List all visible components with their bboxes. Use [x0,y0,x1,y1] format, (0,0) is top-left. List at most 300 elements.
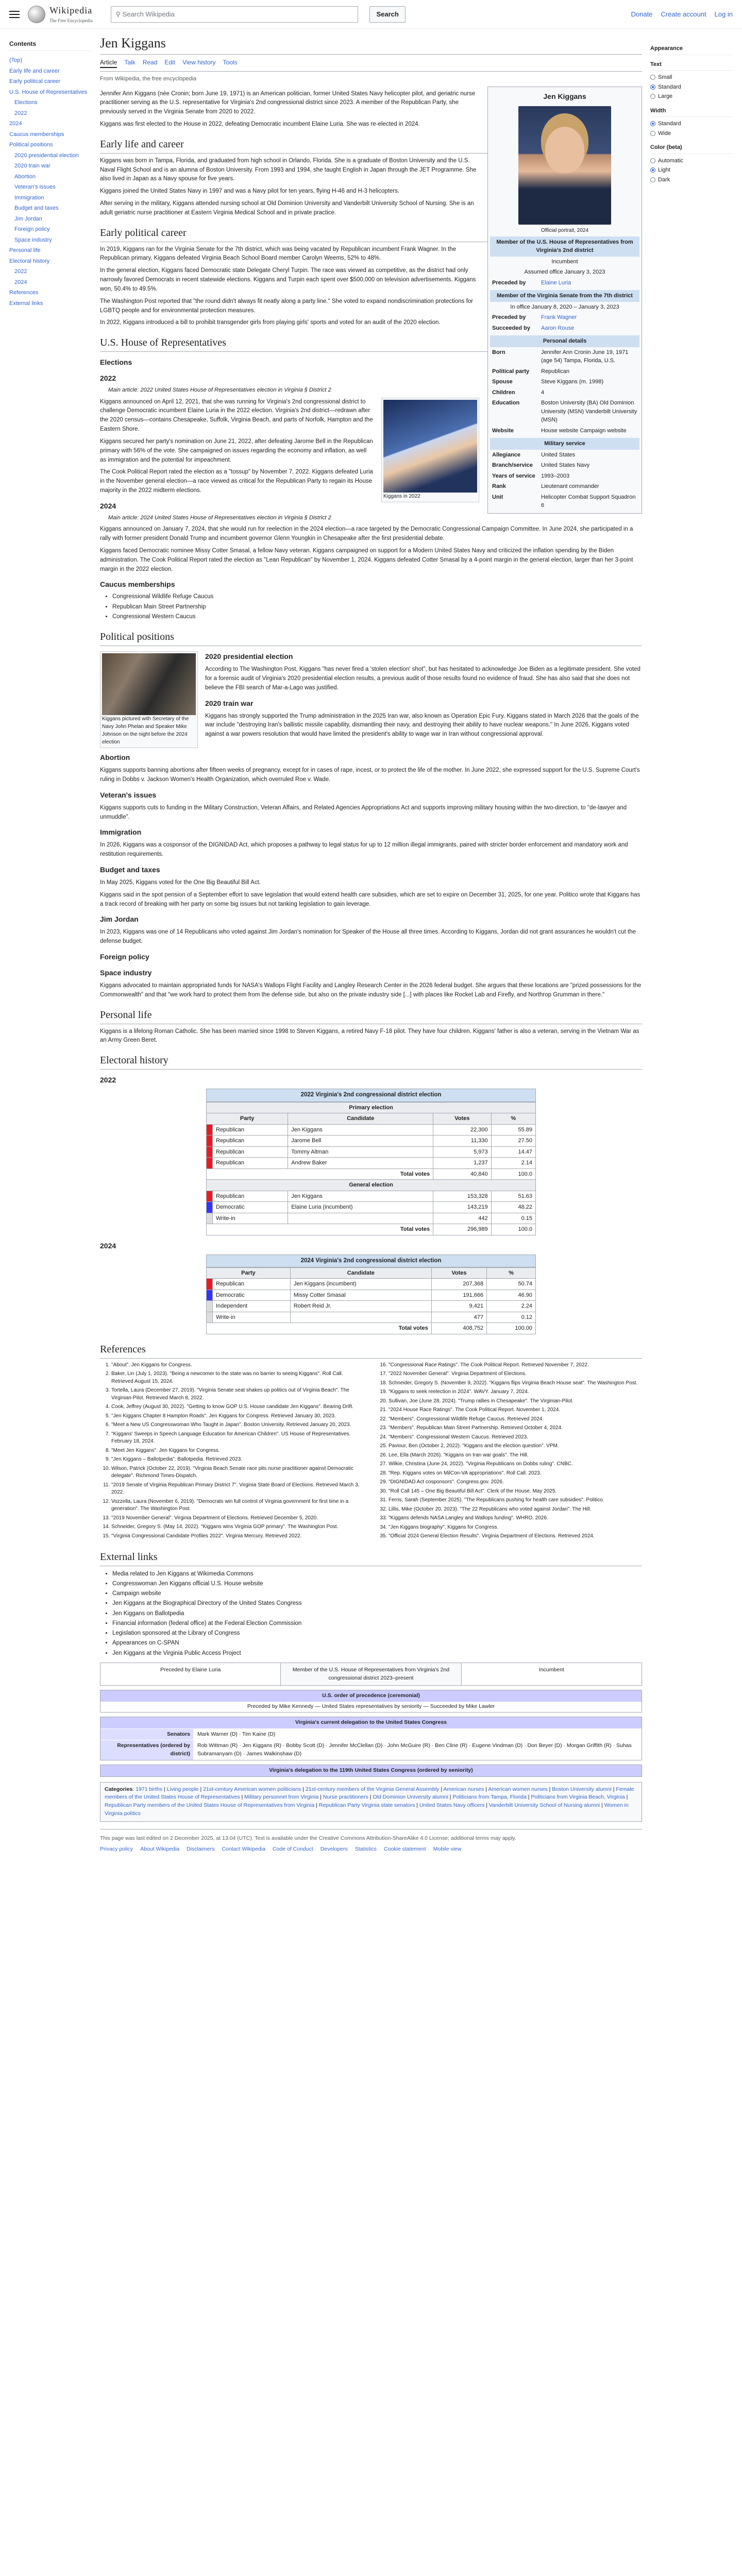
reference-item[interactable]: 21. "2024 House Race Ratings". The Cook Political Report. November 1, 2024. [389,1406,642,1414]
tab-tools[interactable]: Tools [223,59,238,66]
party-cell[interactable]: Write-in [213,1213,288,1224]
toc-item[interactable]: U.S. House of Representatives [9,89,88,95]
external-link[interactable]: • Jen Kiggans at the Biographical Directory of the United States Congress [112,1599,642,1608]
toc-item[interactable]: Early political career [9,78,61,84]
reference-item[interactable]: 32. Lillis, Mike (October 20, 2023). "The 22 Republicans who voted against Jordan". The Hill. [389,1506,642,1514]
heading-positions: Political positions [100,629,642,646]
external-link[interactable]: • Campaign website [112,1589,642,1599]
option-label: Small [658,74,672,80]
navbox-header[interactable]: Virginia's delegation to the 119th United States Congress (ordered by seniority) [100,1765,642,1776]
reference-item[interactable]: 33. "Kiggans defends NASA Langley and Wallops funding". WHRO. 2026. [389,1515,642,1522]
reference-item[interactable]: 29. "DIGNIDAD Act cosponsors". Congress.gov. 2026. [389,1479,642,1486]
succeeded-senate-link[interactable]: Aaron Rouse [541,325,575,331]
external-link[interactable]: • Media related to Jen Kiggans at Wikimedia Commons [112,1569,642,1579]
reference-item[interactable]: 22. "Members". Congressional Wildlife Refuge Caucus. Retrieved 2024. [389,1416,642,1423]
party-cell[interactable]: Republican [213,1191,288,1202]
paragraph: Kiggans has strongly supported the Trump administration in the 2025 Iran war, also known as Operation Epic Fury. Kiggans stated in March 2026 that the goals of the war include "destroying Iran's ballistic missile capability, dismantling their navy, and destroying their ability to have nuclear weapons." In June 2026, Kiggans voted against a war powers resolution that would have limited the president's ability to wage war in Iran without congressional approval. [205,713,639,738]
reference-item[interactable]: 35. "Official 2024 General Election Results". Virginia Department of Elections. Retrieved 2024. [389,1533,642,1540]
party-color-swatch [207,1202,213,1213]
toc-item[interactable]: 2024 [14,279,27,285]
site-name: Wikipedia [49,5,93,16]
infobox-value: House website Campaign website [541,427,627,434]
party-cell[interactable]: Independent [213,1301,291,1312]
category-link[interactable]: Republican Party Virginia state senators [318,1802,415,1808]
total-votes: 296,989 [433,1224,491,1235]
separator: | [368,1794,373,1801]
candidate-cell[interactable]: Tommy Altman [288,1146,433,1158]
toc-item[interactable]: Political positions [9,142,53,148]
total-row [207,1323,536,1334]
table-row [207,1136,536,1147]
category-link[interactable]: 1971 births [136,1786,163,1792]
reference-item[interactable]: 3. Tortella, Laura (December 27, 2019). "Virginia Senate seat shakes up politics out of Virginia Beach". The Virginian-Pilot. Retrieved March 8, 2022. [111,1387,365,1402]
infobox [487,87,642,514]
footer-link[interactable]: Cookie statement [383,1846,426,1853]
navbox-group: Representatives (ordered by district) [100,1740,193,1760]
preceded-label: Preceded by [492,279,526,286]
succession-box [100,1663,642,1686]
figure-caption: Kiggans pictured with Secretary of the Navy John Phelan and Speaker Mike Johnson on the night before the 2024 election [102,716,189,745]
toc-item[interactable]: (Top) [9,57,23,63]
radio-button[interactable] [650,84,655,90]
votes-cell: 5,973 [433,1146,491,1158]
site-tagline: The Free Encyclopedia [49,18,93,24]
navbox-list[interactable]: Rob Wittman (R) · Jen Kiggans (R) · Bobby Scott (D) · Jennifer McClellan (D) · John McGuire (R) · Ben Cline (R) · Eugene Vindman (D) · Don Beyer (D) · Morgan Griffith (R) · Suhas Subramanyam (D) · James Walkinshaw (D) [193,1740,642,1760]
official-portrait[interactable] [518,106,611,225]
option-label: Large [658,93,673,99]
footer-link[interactable]: Privacy policy [100,1846,133,1853]
category-link[interactable]: American women nurses [488,1786,548,1792]
paragraph: Kiggans said in the spot pension of a September effort to save legislation that would extend health care subsidies, which are set to expire on December 31, 2025, for one year. Politico wrote that Kiggans has a track record of breaking with her party on some big issues but not tanking legislation to gain leverage. [100,891,640,907]
total-votes: 408,752 [431,1323,486,1334]
separator: | [526,1794,531,1801]
page-tabs [100,56,642,72]
toc-item[interactable]: 2022 [14,268,27,275]
election-table-2024 [206,1255,536,1334]
external-link[interactable]: • Legislation sponsored at the Library of Congress [112,1629,642,1638]
appearance-option[interactable] [650,175,733,185]
navbox-list[interactable]: Mark Warner (D) · Tim Kaine (D) [193,1729,279,1740]
infobox-row [490,366,639,377]
candidate-cell[interactable]: Jen Kiggans [288,1191,433,1202]
category-link[interactable]: Boston University alumni [552,1786,612,1792]
infobox-row [490,481,639,492]
reference-item[interactable]: 4. Cook, Jeffrey (August 30, 2022). "Getting to know GOP U.S. House candidate Jen Kiggans". Bearing Drift. [111,1403,365,1411]
infobox-title: Jen Kiggans [543,92,586,100]
percent-cell: 46.90 [487,1290,536,1301]
candidate-cell[interactable]: Jarome Bell [288,1136,433,1147]
infobox-row [490,492,639,511]
menu-icon[interactable] [9,11,20,18]
table-row [207,1290,536,1301]
election-table-2022 [206,1089,536,1235]
category-link[interactable]: Republican Party members of the United States House of Representatives from Virginia [105,1802,315,1808]
reference-item[interactable]: 19. "Kiggans to seek reelection in 2024". WAVY. January 7, 2024. [389,1388,642,1396]
category-link[interactable]: Military personnel from Virginia [244,1794,319,1801]
caucus-item[interactable]: • Congressional Wildlife Refuge Caucus [112,592,642,602]
reference-item[interactable]: 30. "Roll Call 145 – One Big Beautiful Bill Act". Clerk of the House. May 2025. [389,1488,642,1496]
table-row [207,1301,536,1312]
percent-cell: 2.24 [487,1301,536,1312]
personal-details-header: Personal details [490,335,639,347]
appearance-option[interactable] [650,82,733,92]
category-link[interactable]: Nurse practitioners [323,1794,368,1801]
toc-item[interactable]: Caucus memberships [9,131,64,138]
reference-item[interactable]: 34. "Jen Kiggans biography". Kiggans for Congress. [389,1524,642,1532]
reference-item[interactable]: 12. Vozzella, Laura (November 6, 2019). "Democrats win full control of Virginia government for first time in a generation". The Washington Post. [111,1498,365,1513]
toc-item[interactable]: Immigration [14,194,44,201]
search-button[interactable]: Search [369,6,405,23]
candidate-cell[interactable]: Missy Cotter Smasal [290,1290,431,1301]
heading-foreign: Foreign policy [100,953,149,961]
reference-item[interactable]: 16. "Congressional Race Ratings". The Cook Political Report. Retrieved November 7, 2022. [389,1362,642,1369]
reference-item[interactable]: 1. "About". Jen Kiggans for Congress. [111,1362,365,1369]
footer [100,1829,642,1859]
toc-item[interactable]: Jim Jordan [14,215,42,222]
succession-next: Incumbent [538,1666,564,1673]
portrait-caption: Official portrait, 2024 [541,227,589,233]
infobox-key: Education [492,400,520,406]
toc-item[interactable]: 2024 [9,121,22,127]
footer-link[interactable]: Disclaimers [187,1846,215,1853]
infobox-key: Rank [492,483,506,489]
reference-item[interactable]: 18. Schneider, Gregory S. (November 9, 2022). "Kiggans flips Virginia Beach House seat". The Washington Post. [389,1380,642,1387]
navbox-row [100,1740,642,1760]
candidate-cell[interactable] [288,1213,433,1224]
kiggans-navy-photo[interactable] [102,653,196,715]
heading-2020-election: 2020 presidential election [205,652,293,661]
user-links [631,9,733,20]
separator: | [162,1786,167,1792]
category-link[interactable]: 21st-century members of the Virginia General Assembly [305,1786,440,1792]
votes-cell: 153,328 [433,1191,491,1202]
party-cell[interactable]: Republican [213,1158,288,1169]
reference-item[interactable]: 27. Wilkie, Christina (June 24, 2022). "Virginia Republicans on Dobbs ruling". CNBC. [389,1461,642,1468]
heading-references: References [100,1342,642,1359]
reference-item[interactable]: 25. Paviour, Ben (October 2, 2022). "Kiggans and the election question". VPM. [389,1443,642,1450]
table-caption[interactable]: 2024 Virginia's 2nd congressional district election [206,1255,536,1267]
paragraph: In 2026, Kiggans was a cosponsor of the DIGNIDAD Act, which proposes a pathway to legal status for up to 12 million illegal immigrants, paired with stricter border enforcement and mandatory work and restitution requirements. [100,842,628,858]
toc-item[interactable]: Early life and career [9,67,60,74]
reference-item[interactable]: 23. "Members". Republican Main Street Partnership. Retrieved October 4, 2024. [389,1425,642,1432]
footer-link[interactable]: Statistics [355,1846,377,1853]
candidate-cell[interactable]: Robert Reid Jr. [290,1301,431,1312]
party-color-swatch [207,1279,213,1290]
separator: | [314,1802,319,1808]
reference-item[interactable]: 9. "Jen Kiggans – Ballotpedia". Ballotpedia. Retrieved 2023. [111,1456,365,1464]
paragraph: In 2022, Kiggans introduced a bill to prohibit transgender girls from playing girls' sports and voted for an audit of the 2020 election. [100,319,441,326]
caucus-item[interactable]: • Republican Main Street Partnership [112,602,642,612]
footer-link[interactable]: Code of Conduct [272,1846,313,1853]
toc-item[interactable]: Veteran's issues [14,184,56,190]
external-link[interactable]: • Congresswoman Jen Kiggans official U.S. House website [112,1579,642,1589]
tab-read[interactable]: Read [142,59,158,66]
tab-edit[interactable]: Edit [164,59,176,66]
infobox-key: Spouse [492,379,513,385]
party-cell[interactable]: Republican [213,1124,288,1136]
paragraph: Kiggans announced on January 7, 2024, that she would run for reelection in the 2024 election—a race targeted by the Democratic Congressional Campaign Committee. In June 2024, she participated in a rally with former president Donald Trump and incumbent governor Glenn Youngkin in Chesapeake after the first presidential debate. [100,526,633,542]
toc-item[interactable]: Space industry [14,236,52,243]
tab-talk[interactable]: Talk [124,59,136,66]
reference-item[interactable]: 20. Sullivan, Joe (June 28, 2024). "Trump rallies in Chesapeake". The Virginian-Pilot. [389,1398,642,1405]
navbox-group: Senators [100,1729,193,1740]
tab-article[interactable]: Article [100,58,117,68]
column-header: Votes [431,1267,486,1279]
footer-link[interactable]: Mobile view [433,1846,462,1853]
radio-button[interactable] [650,121,655,126]
infobox-row [490,460,639,471]
appearance-title: Appearance [650,44,733,55]
infobox-office-senate[interactable]: Member of the Virginia Senate from the 7th district [490,290,639,302]
percent-cell: 55.89 [491,1124,535,1136]
precedence-box [100,1690,642,1713]
infobox-value: Republican [541,368,570,375]
appearance-option[interactable] [650,119,733,129]
party-color-swatch [207,1158,213,1169]
radio-button[interactable] [650,94,655,99]
infobox-key: Allegiance [492,451,521,458]
external-link[interactable]: • Appearances on C-SPAN [112,1638,642,1648]
reference-item[interactable]: 28. "Rep. Kiggans votes on MilCon-VA appropriations". Roll Call. 2023. [389,1470,642,1478]
heading-train-war: 2020 train war [205,699,254,707]
toc-item[interactable]: 2020 train war [14,163,50,169]
category-link[interactable]: Old Dominion University alumni [373,1794,448,1801]
table-row [207,1279,536,1290]
toc-item[interactable]: Personal life [9,247,41,253]
party-cell[interactable]: Republican [213,1146,288,1158]
party-color-swatch [207,1136,213,1147]
infobox-key: Branch/service [492,462,533,468]
separator: | [439,1786,444,1792]
wikipedia-logo[interactable] [28,4,92,25]
succeeded-label: Succeeded by [492,325,530,331]
percent-cell: 14.47 [491,1146,535,1158]
toc-item[interactable]: Abortion [14,173,36,180]
appearance-option[interactable] [650,165,733,175]
preceded-link[interactable]: Elaine Luria [541,279,571,286]
party-color-swatch [207,1290,213,1301]
paragraph: In the general election, Kiggans faced Democratic state Delegate Cheryl Turpin. The race was viewed as competitive, as the district had only narrowly favored Democrats in recent statewide elections. Kiggans and Turpin each spent over $500,000 on television advertisements. Kiggans won, 50.4% to 49.5%. [100,267,476,292]
candidate-cell[interactable] [290,1312,431,1323]
preceded-senate-link[interactable]: Frank Wagner [541,314,577,320]
paragraph: Kiggans is a lifelong Roman Catholic. She has been married since 1998 to Steven Kiggans, a retired Navy F-18 pilot. They have four children. Kiggans' father is also a veteran, serving in the Vietnam War as an Army Green Beret. [100,1028,639,1044]
heading-early-political: Early political career [100,225,642,242]
top-link[interactable]: Create account [661,10,706,18]
candidate-cell[interactable]: Jen Kiggans (incumbent) [290,1279,431,1290]
search-icon: ⚲ [115,10,123,18]
reference-item[interactable]: 13. "2019 November General". Virginia Department of Elections. Retrieved December 5, 2020. [111,1515,365,1522]
radio-button[interactable] [650,158,655,163]
reference-item[interactable]: 24. "Members". Congressional Western Caucus. Retrieved 2023. [389,1434,642,1442]
reference-item[interactable]: 5. "Jen Kiggans Chapter 8 Hampton Roads". Jen Kiggans for Congress. Retrieved January 30, 2023. [111,1413,365,1420]
section-header: Primary election [207,1102,536,1113]
caucus-item[interactable]: • Congressional Western Caucus [112,612,642,622]
figure-kiggans-navy [100,651,198,748]
option-label: Automatic [658,157,683,164]
categories-label[interactable]: Categories [105,1786,133,1792]
radio-button[interactable] [650,131,655,136]
reference-item[interactable]: 15. "Virginia Congressional Candidate Profiles 2022". Virginia Mercury. Retrieved 2022. [111,1533,365,1540]
search-input[interactable] [111,6,358,23]
table-row [207,1202,536,1213]
appearance-option[interactable] [650,156,733,166]
reference-item[interactable]: 11. "2019 Senate of Virginia Republican Primary District 7". Virginia State Board of Elections. Retrieved March 3, 2022. [111,1482,365,1497]
toc-item[interactable]: External links [9,300,43,307]
party-cell[interactable]: Democratic [213,1202,288,1213]
toc-item[interactable]: Electoral history [9,258,50,264]
category-link[interactable]: Female members of the United States House of Representatives [105,1786,634,1801]
party-cell[interactable]: Write-in [213,1312,291,1323]
external-link[interactable]: • Financial information (federal office) at the Federal Election Commission [112,1619,642,1629]
reference-item[interactable]: 17. "2022 November General". Virginia Department of Elections. [389,1370,642,1378]
toc-item[interactable]: 2020 presidential election [14,152,79,159]
percent-cell: 50.74 [487,1279,536,1290]
toc-item[interactable]: References [9,290,39,296]
infobox-value: Steve Kiggans (m. 1998) [541,379,604,385]
main-article-link[interactable]: Main article: 2024 United States House of Representatives election in Virginia § District 2 [108,514,331,521]
reference-item[interactable]: 10. Wilson, Patrick (October 22, 2019). "Virginia Beach Senate race pits nurse practitioner against Democratic delegate". Richmond Times-Dispatch. [111,1465,365,1480]
preceded-label: Preceded by [492,314,526,320]
toc-item[interactable]: Elections [14,99,38,106]
category-link[interactable]: American nurses [443,1786,484,1792]
party-header: Party [207,1267,291,1279]
party-cell[interactable]: Democratic [213,1290,291,1301]
footer-link[interactable]: Developers [320,1846,348,1853]
succession-office[interactable]: Member of the U.S. House of Representatives from Virginia's 2nd congressional district 2023–present [280,1663,461,1686]
table-row [207,1213,536,1224]
total-votes: 40,840 [433,1168,491,1180]
option-label: Dark [658,176,670,183]
footer-link[interactable]: Contact Wikipedia [222,1846,265,1853]
paragraph: In 2019, Kiggans ran for the Virginia Senate for the 7th district, which was being vacated by Republican incumbent Frank Wagner. In the Republican primary, Kiggans defeated Virginia Beach School Board member Carolyn Weems, 52% to 48%. [100,246,457,262]
reference-item[interactable]: 6. "Meet a New US Congresswoman Who Taught in Japan". Boston University. Retrieved January 20, 2023. [111,1421,365,1429]
radio-button[interactable] [650,167,655,173]
infobox-row [490,387,639,398]
appearance-option[interactable] [650,92,733,101]
appearance-option[interactable] [650,129,733,139]
paragraph: Kiggans supports banning abortions after fifteen weeks of pregnancy, except for in cases of rape, incest, or to protect the life of the mother. In June 2022, she expressed support for the U.S. Supreme Court's ruling in Dobbs v. Jackson Women's Health Organization, which overruled Roe v. Wade. [100,767,640,783]
reference-list [100,1362,642,1542]
category-link[interactable]: Women in Virginia politics [105,1802,629,1817]
reference-item[interactable]: 8. "Meet Jen Kiggans". Jen Kiggans for Congress. [111,1447,365,1455]
category-link[interactable]: Politicians from Virginia Beach, Virginia [531,1794,625,1801]
toc-item[interactable]: Budget and taxes [14,205,59,211]
heading-electoral: Electoral history [100,1053,642,1070]
category-link[interactable]: Living people [166,1786,199,1792]
reference-item[interactable]: 7. "Kiggans' Sweeps in Speech Language Education for American Children". US House of Representatives. February 18, 2024. [111,1431,365,1446]
navbox-header[interactable]: Virginia's current delegation to the United States Congress [100,1717,642,1728]
category-link[interactable]: 21st-century American women politicians [203,1786,301,1792]
column-header: % [487,1267,536,1279]
heading-jordan: Jim Jordan [100,915,139,924]
heading-2022: 2022 [100,374,116,383]
external-link[interactable]: • Jen Kiggans at the Virginia Public Access Project [112,1649,642,1658]
infobox-key: Children [492,389,515,396]
precedence-row[interactable]: Preceded by Mike Kennedy — United States representatives by seniority — Succeeded by Mike Lawler [247,1703,495,1709]
option-label: Standard [658,121,681,127]
infobox-key: Unit [492,494,503,500]
paragraph: Kiggans faced Democratic nominee Missy Cotter Smasal, a fellow Navy veteran. Kiggans campaigned on support for a Modern United States Navy and criticized the inflation spending by the Biden administration. The Cook Political Report rated the election as "Lean Republican" by November 1, 2024. Kiggans defeated Cotter Smasal by a 4-point margin in the general election, larger than her 3-point margin in the 2022 election. [100,547,633,572]
column-header: Candidate [290,1267,431,1279]
top-link[interactable]: Log in [714,10,733,18]
infobox-row [490,426,639,436]
candidate-cell[interactable]: Jen Kiggans [288,1124,433,1136]
total-row [207,1224,536,1235]
separator: | [198,1786,204,1792]
kiggans-photo[interactable] [383,400,477,493]
figure-kiggans-2022 [381,398,479,502]
reference-item[interactable]: 26. Lee, Ella (March 2026). "Kiggans on Iran war goals". The Hill. [389,1452,642,1460]
candidate-cell[interactable]: Elaine Luria (incumbent) [288,1202,433,1213]
party-color-swatch [207,1213,213,1224]
assumed-office: Assumed office January 3, 2023 [524,269,605,275]
category-link[interactable]: United States Navy officers [419,1802,485,1808]
heading-early-life: Early life and career [100,137,642,154]
separator: | [484,1786,488,1792]
radio-button[interactable] [650,75,655,80]
paragraph: The Cook Political Report rated the election as a "tossup" by November 7, 2022. Kiggans defeated Luria in the November general election—a race viewed as critical for the Republican Party to regain its House majority in the 2022 midterm elections. [100,469,373,494]
top-link[interactable]: Donate [631,10,653,18]
lead-paragraph: Jennifer Ann Kiggans (née Cronin; born June 19, 1971) is an American politician, former United States Navy helicopter pilot, and geriatric nurse practitioner serving as the U.S. representative for Virginia's 2nd congressional district since 2023. A member of the Republican Party, she previously served in the Virginia Senate from 2020 to 2022. [100,90,476,115]
total-percent: 100.0 [491,1224,535,1235]
category-link[interactable]: Vanderbilt University School of Nursing alumni [488,1802,600,1808]
party-color-swatch [207,1146,213,1158]
table-row [207,1146,536,1158]
total-label: Total votes [207,1323,432,1334]
heading-e2024: 2024 [100,1241,116,1250]
radio-button[interactable] [650,177,655,182]
reference-item[interactable]: 31. Ferris, Sarah (September 2025). "The Republicans pushing for health care subsidies". Politico. [389,1497,642,1504]
table-row [207,1191,536,1202]
infobox-key: Website [492,427,514,434]
table-caption[interactable]: 2022 Virginia's 2nd congressional district election [206,1089,536,1101]
heading-veterans: Veteran's issues [100,790,157,799]
category-link[interactable]: Politicians from Tampa, Florida [452,1794,527,1801]
party-cell[interactable]: Republican [213,1136,288,1147]
globe-icon [28,6,45,23]
reference-item[interactable]: 14. Schneider, Gregory S. (May 14, 2022). "Kiggans wins Virginia GOP primary". The Washington Post. [111,1523,365,1531]
paragraph: In May 2025, Kiggans voted for the One Big Beautiful Bill Act. [100,879,261,886]
footer-link[interactable]: About Wikipedia [140,1846,180,1853]
toc-item[interactable]: Foreign policy [14,226,50,232]
toc-item[interactable]: 2022 [14,110,27,116]
color-label: Color (beta) [650,143,733,154]
precedence-header: U.S. order of precedence (ceremonial) [100,1690,642,1702]
tab-view-history[interactable]: View history [182,59,216,66]
total-percent: 100.00 [487,1323,536,1334]
paragraph: In 2023, Kiggans was one of 14 Republicans who voted against Jim Jordan's nomination for Speaker of the House all three times. According to Kiggans, Jordan did not grant assurances he wouldn't cut the defense budget. [100,929,636,945]
paragraph: Kiggans supports cuts to funding in the Military Construction, Veteran Affairs, and Related Agencies Appropriations Act and supports improving military housing within the two-direction, to "de-lawyer and unmuddle". [100,804,627,820]
heading-house: U.S. House of Representatives [100,335,642,352]
caucus-list [112,592,642,622]
infobox-key: Political party [492,368,530,375]
incumbent-label: Incumbent [551,258,578,265]
external-link[interactable]: • Jen Kiggans on Ballotpedia [112,1609,642,1619]
reference-item[interactable]: 2. Baker, Lin (July 1, 2023). "Being a newcomer to the state was no barrier to seeing Kiggans". Roll Call. Retrieved August 15, 2024. [111,1370,365,1385]
heading-2024: 2024 [100,501,116,510]
succession-prev[interactable]: Preceded by Elaine Luria [160,1666,221,1673]
appearance-option[interactable] [650,73,733,82]
main-article-link[interactable]: Main article: 2022 United States House of Representatives election in Virginia § District 2 [108,387,331,394]
party-cell[interactable]: Republican [213,1279,291,1290]
infobox-office-house[interactable]: Member of the U.S. House of Representatives from Virginia's 2nd district [490,236,639,257]
total-label: Total votes [207,1224,433,1235]
separator: | [611,1786,616,1792]
candidate-cell[interactable]: Andrew Baker [288,1158,433,1169]
heading-e2022: 2022 [100,1076,116,1084]
option-label: Light [658,167,670,173]
from-wikipedia: From Wikipedia, the free encyclopedia [100,76,197,82]
